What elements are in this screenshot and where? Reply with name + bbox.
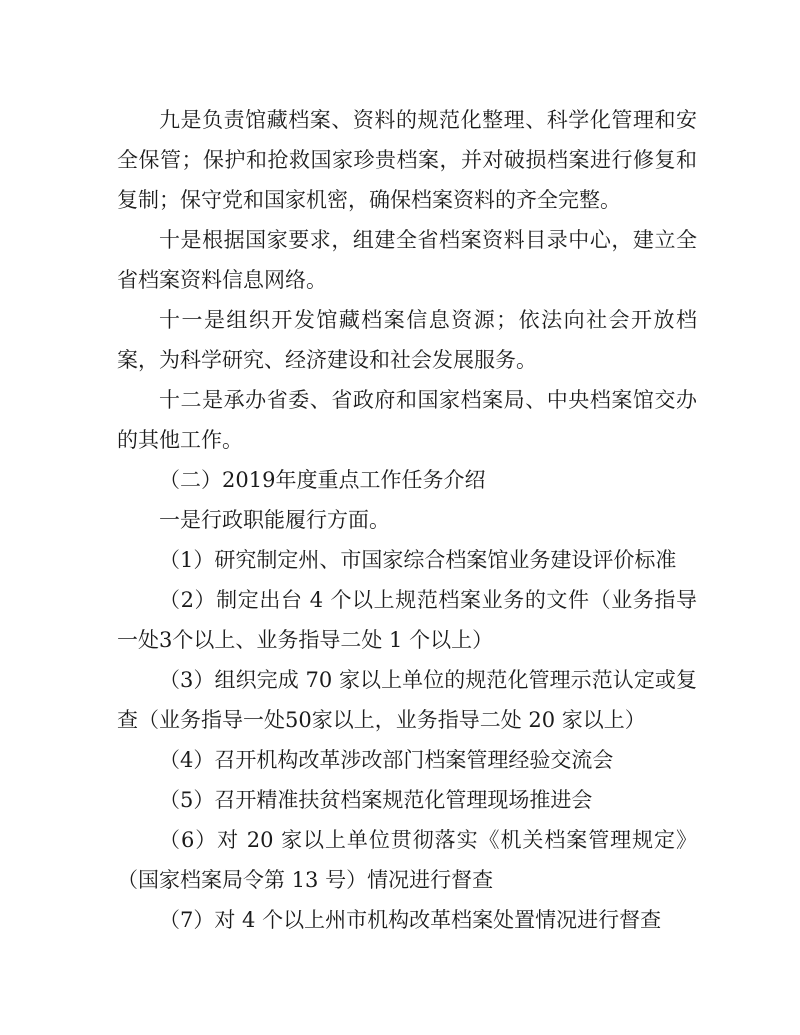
task-item-2: （2）制定出台 4 个以上规范档案业务的文件（业务指导一处3个以上、业务指导二处 1 个以上）: [117, 588, 697, 652]
paragraph-item-12: 十二是承办省委、省政府和国家档案局、中央档案馆交办的其他工作。: [117, 388, 697, 452]
task-item-5: （5）召开精准扶贫档案规范化管理现场推进会: [159, 788, 593, 812]
paragraph-item-10: 十是根据国家要求，组建全省档案资料目录中心，建立全省档案资料信息网络。: [117, 228, 697, 292]
task-item-6: （6）对 20 家以上单位贯彻落实《机关档案管理规定》（国家档案局令第 13 号）情况进行督查: [117, 828, 697, 892]
document-body: [117, 100, 697, 940]
paragraph-item-9: 九是负责馆藏档案、资料的规范化整理、科学化管理和安全保管；保护和抢救国家珍贵档案，并对破损档案进行修复和复制；保守党和国家机密，确保档案资料的齐全完整。: [117, 108, 697, 212]
task-item-1: （1）研究制定州、市国家综合档案馆业务建设评价标准: [159, 548, 677, 572]
subsection-heading: 一是行政职能履行方面。: [159, 508, 390, 532]
task-item-4: （4）召开机构改革涉改部门档案管理经验交流会: [159, 748, 614, 772]
task-item-7: （7）对 4 个以上州市机构改革档案处置情况进行督查: [159, 908, 662, 932]
section-heading: （二）2019年度重点工作任务介绍: [159, 468, 486, 492]
task-item-3: （3）组织完成 70 家以上单位的规范化管理示范认定或复查（业务指导一处50家以上，业务指导二处 20 家以上）: [117, 668, 697, 732]
paragraph-item-11: 十一是组织开发馆藏档案信息资源；依法向社会开放档案，为科学研究、经济建设和社会发展服务。: [117, 308, 697, 372]
